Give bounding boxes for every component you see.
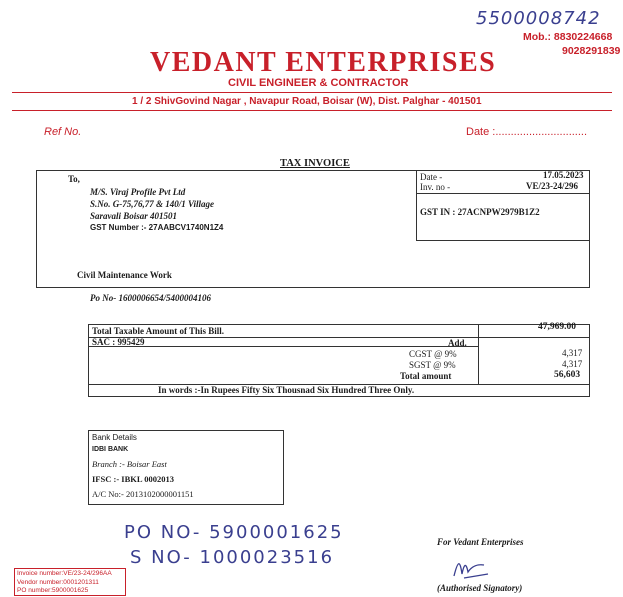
letterhead-rule-top [12, 92, 612, 93]
company-name: VEDANT ENTERPRISES [150, 47, 497, 78]
letterhead-rule-bottom [12, 110, 612, 111]
date-inv-rule [416, 193, 590, 194]
invoice-number: VE/23-24/296 [526, 181, 579, 191]
total-amount-value: 56,603 [554, 370, 581, 380]
buyer-address-2: Saravali Boisar 401501 [90, 211, 178, 221]
totals-col-divider [478, 324, 479, 384]
company-tagline: CIVIL ENGINEER & CONTRACTOR [228, 77, 409, 89]
bank-details-heading: Bank Details [92, 433, 137, 442]
po-number: Po No- 1600006654/5400004106 [90, 293, 211, 303]
stamp-vendor-number: Vendor number:0001201311 [17, 578, 99, 586]
signature-scribble-icon [450, 556, 492, 582]
invoice-stamp [14, 568, 126, 596]
for-company-label: For Vedant Enterprises [437, 537, 524, 547]
handwritten-po-number: PO NO- 5900001625 [124, 522, 344, 543]
handwritten-reference-number: 5500008742 [476, 8, 601, 29]
mobile-number: Mob.: 8830224668 [523, 31, 613, 43]
mobile-number-2: 9028291839 [562, 45, 621, 57]
buyer-gst: GST Number :- 27AABCV1740N1Z4 [90, 223, 224, 232]
taxable-amount-value: 47,969.00 [538, 322, 576, 332]
sgst-value: 4,317 [562, 359, 583, 369]
handwritten-s-number: S NO- 1000023516 [130, 547, 335, 568]
invoice-number-label: Inv. no - [420, 182, 451, 192]
total-amount-label: Total amount [400, 371, 452, 381]
taxable-amount-label: Total Taxable Amount of This Bill. [92, 326, 225, 336]
to-label: To, [68, 174, 80, 184]
totals-rule-2 [88, 346, 478, 347]
seller-gst: GST IN : 27ACNPW2979B1Z2 [420, 207, 540, 217]
stamp-po-number: PO number:5900001625 [17, 587, 89, 594]
bank-ifsc: IFSC :- IBKL 0002013 [92, 474, 174, 484]
date-field-label: Date - [420, 172, 443, 182]
sgst-label: SGST @ 9% [409, 360, 456, 370]
totals-rule-1 [88, 337, 590, 338]
invoice-date: 17.05.2023 [543, 170, 584, 180]
add-label: Add. [448, 338, 467, 348]
invoice-title: TAX INVOICE [280, 158, 350, 169]
ref-no-label: Ref No. [44, 126, 82, 138]
stamp-invoice-number: Invoice number:VE/23-24/296AA [17, 570, 112, 577]
bank-name: IDBI BANK [92, 446, 129, 453]
gst-rule [416, 240, 590, 241]
buyer-name: M/S. Viraj Profile Pvt Ltd [90, 187, 186, 197]
date-label: Date :.............................. [466, 126, 588, 138]
sac-code: SAC : 995429 [92, 337, 145, 347]
bank-branch: Branch :- Boisar East [92, 459, 167, 469]
cgst-value: 4,317 [562, 348, 583, 358]
bank-account: A/C No:- 2013102000001151 [92, 489, 194, 499]
buyer-address-1: S.No. G-75,76,77 & 140/1 Village [90, 199, 215, 209]
authorised-signatory-label: (Authorised Signatory) [437, 583, 523, 593]
cgst-label: CGST @ 9% [409, 349, 457, 359]
bill-to-divider [416, 170, 417, 240]
company-address: 1 / 2 ShivGovind Nagar , Navapur Road, Boisar (W), Dist. Palghar - 401501 [132, 96, 482, 107]
work-description: Civil Maintenance Work [77, 270, 172, 280]
amount-in-words: In words :-In Rupees Fifty Six Thousnad Six Hundred Three Only. [158, 385, 415, 395]
